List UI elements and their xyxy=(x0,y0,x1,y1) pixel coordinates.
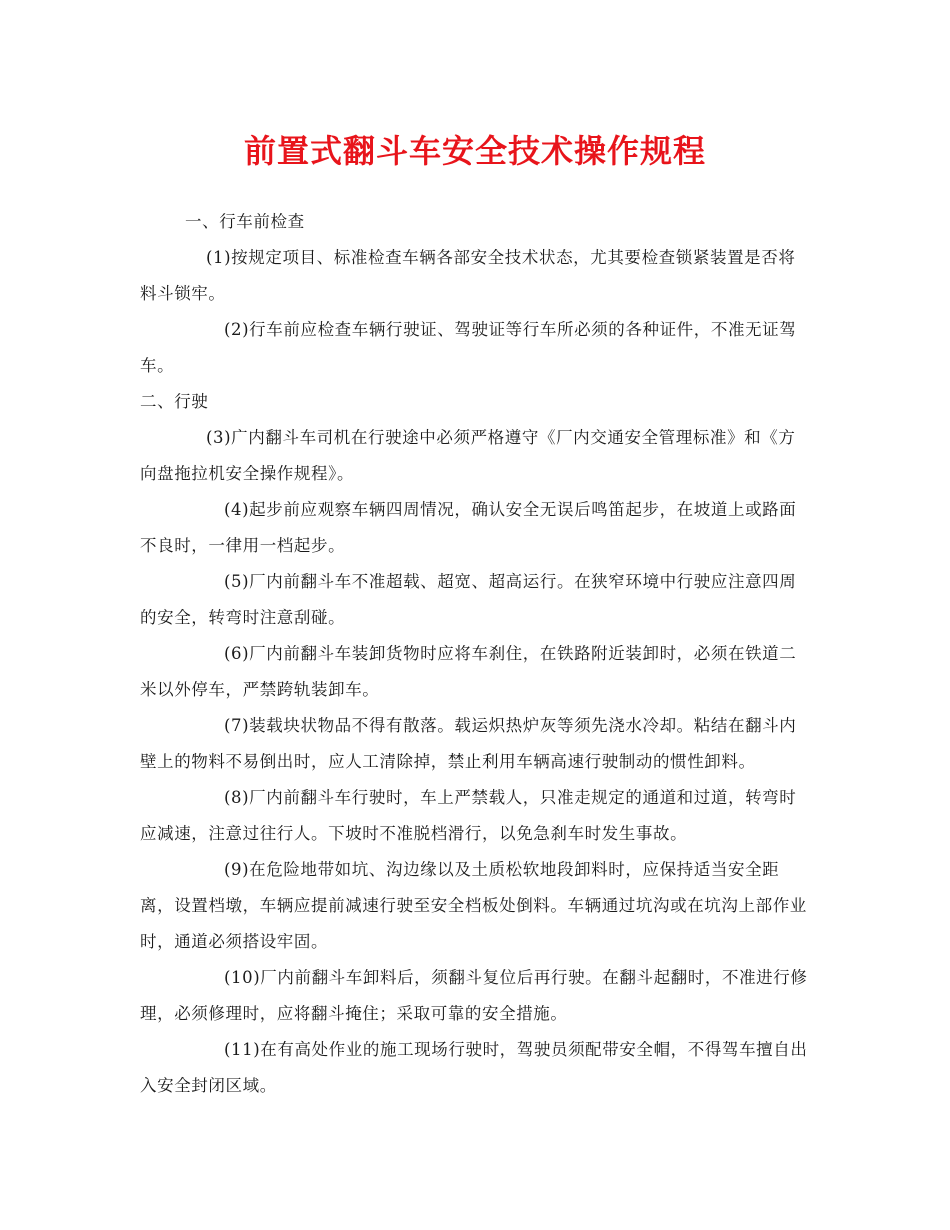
paragraph-item-3: (3)广内翻斗车司机在行驶途中必须严格遵守《厂内交通安全管理标准》和《方向盘拖拉机安全操作规程》。 xyxy=(140,428,796,483)
paragraph-item-5: (5)厂内前翻斗车不准超载、超宽、超高运行。在狭窄环境中行驶应注意四周的安全，转弯时注意刮碰。 xyxy=(140,572,797,627)
section-heading-pre-drive-check: 一、行车前检查 xyxy=(185,212,305,231)
paragraph-item-4: (4)起步前应观察车辆四周情况，确认安全无误后鸣笛起步，在坡道上或路面不良时，一律用一档起步。 xyxy=(140,500,797,555)
paragraph-item-6: (6)厂内前翻斗车装卸货物时应将车刹住，在铁路附近装卸时，必须在铁道二米以外停车，严禁跨轨装卸车。 xyxy=(140,644,797,699)
paragraph-item-10: (10)厂内前翻斗车卸料后，须翻斗复位后再行驶。在翻斗起翻时，不准进行修理，必须修理时，应将翻斗掩住；采取可靠的安全措施。 xyxy=(140,968,808,1023)
document-title: 前置式翻斗车安全技术操作规程 xyxy=(243,132,706,170)
paragraph-item-9: (9)在危险地带如坑、沟边缘以及土质松软地段卸料时，应保持适当安全距离，设置档墩，车辆应提前减速行驶至安全档板处倒料。车辆通过坑沟或在坑沟上部作业时，通道必须搭设牢固。 xyxy=(140,860,807,951)
document-body xyxy=(140,204,812,1104)
paragraph-item-2: (2)行车前应检查车辆行驶证、驾驶证等行车所必须的各种证件，不准无证驾车。 xyxy=(140,320,797,375)
paragraph-item-8: (8)厂内前翻斗车行驶时，车上严禁载人，只准走规定的通道和过道，转弯时应减速，注意过往行人。下坡时不准脱档滑行，以免急刹车时发生事故。 xyxy=(140,788,797,843)
paragraph-item-1: (1)按规定项目、标准检查车辆各部安全技术状态，尤其要检查锁紧装置是否将料斗锁牢。 xyxy=(140,248,796,303)
paragraph-item-7: (7)装载块状物品不得有散落。载运炽热炉灰等须先浇水冷却。粘结在翻斗内壁上的物料不易倒出时，应人工清除掉，禁止利用车辆高速行驶制动的惯性卸料。 xyxy=(140,716,797,771)
paragraph-item-11: (11)在有高处作业的施工现场行驶时，驾驶员须配带安全帽，不得驾车擅自出入安全封闭区域。 xyxy=(140,1040,808,1095)
section-heading-driving: 二、行驶 xyxy=(140,392,209,411)
